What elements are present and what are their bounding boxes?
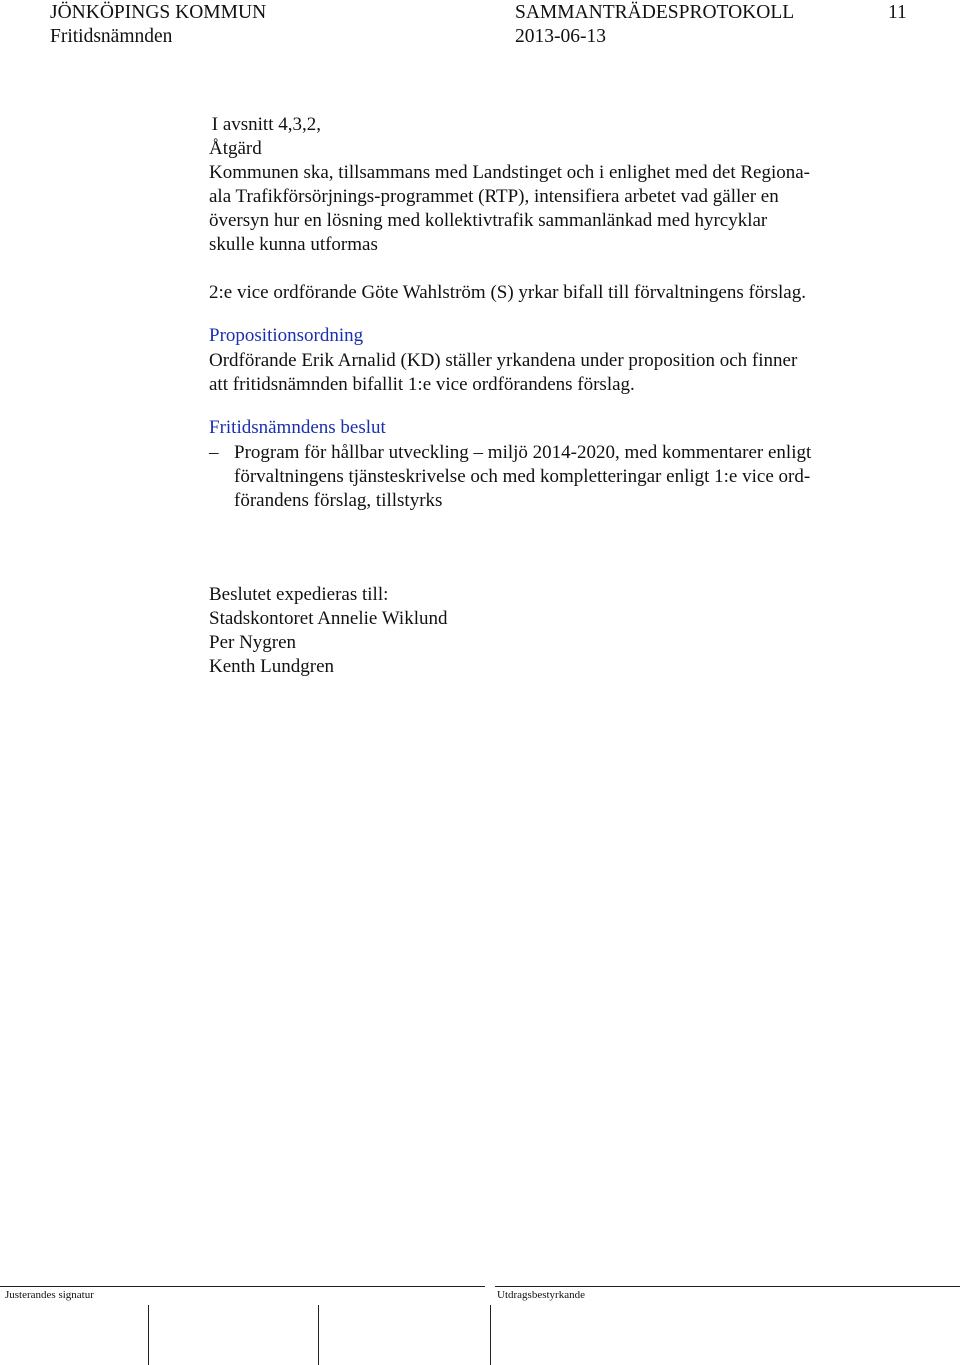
propositionsordning-heading: Propositionsordning [209,325,364,346]
propositionsordning-line: att fritidsnämnden bifallit 1:e vice ordförandens förslag. [209,374,635,395]
beslut-line: Program för hållbar utveckling – miljö 2014-2020, med kommentarer enligt [234,442,812,463]
section-reference: I avsnitt 4,3,2, [207,114,321,135]
propositionsordning-line: Ordförande Erik Arnalid (KD) ställer yrkandena under proposition och finner [209,350,798,371]
committee-name: Fritidsnämnden [50,26,173,47]
action-line: skulle kunna utformas [209,234,378,255]
beslut-heading: Fritidsnämndens beslut [209,417,386,438]
signature-box-divider [318,1305,319,1365]
page-number: 11 [888,2,907,23]
org-name: JÖNKÖPINGS KOMMUN [50,2,267,23]
distribution-recipient: Stadskontoret Annelie Wiklund [209,608,448,629]
beslut-line: förandens förslag, tillstyrks [234,490,443,511]
action-line: Kommunen ska, tillsammans med Landstinget och i enlighet med det Regiona- [209,162,811,183]
distribution-recipient: Kenth Lundgren [209,656,335,677]
action-title: Åtgärd [209,138,262,159]
signature-box-divider [490,1305,491,1365]
distribution-title: Beslutet expedieras till: [209,584,389,605]
beslut-dash: – [209,442,219,463]
action-line: översyn hur en lösning med kollektivtrafik sammanlänkad med hyrcyklar [209,210,768,231]
meeting-date: 2013-06-13 [515,26,606,47]
signature-label: Justerandes signatur [5,1289,94,1301]
document-type: SAMMANTRÄDESPROTOKOLL [515,2,795,23]
footer-rule-right [495,1286,960,1287]
beslut-line: förvaltningens tjänsteskrivelse och med kompletteringar enligt 1:e vice ord- [234,466,811,487]
certification-label: Utdragsbestyrkande [497,1289,585,1301]
footer-rule-left [0,1286,485,1287]
signature-box-divider [148,1305,149,1365]
motion-text: 2:e vice ordförande Göte Wahlström (S) yrkar bifall till förvaltningens förslag. [209,282,806,303]
distribution-recipient: Per Nygren [209,632,297,653]
action-line: ala Trafikförsörjnings-programmet (RTP), intensifiera arbetet vad gäller en [209,186,779,207]
